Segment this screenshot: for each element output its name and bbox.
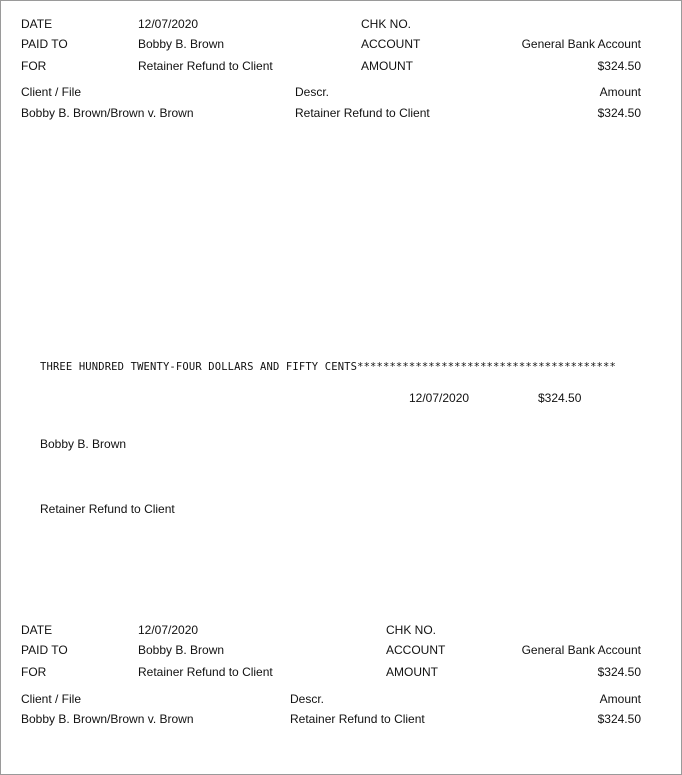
for-label: FOR — [21, 665, 47, 679]
date-label: DATE — [21, 17, 53, 31]
account-label: ACCOUNT — [361, 37, 421, 51]
account-value: General Bank Account — [521, 37, 641, 51]
column-header-amount: Amount — [599, 692, 641, 706]
paid-to-label: PAID TO — [21, 643, 68, 657]
column-header-client-file: Client / File — [21, 85, 82, 99]
date-label: DATE — [21, 623, 53, 637]
for-value: Retainer Refund to Client — [138, 59, 273, 73]
paid-to-value: Bobby B. Brown — [138, 37, 225, 51]
date-value: 12/07/2020 — [138, 623, 199, 637]
for-value: Retainer Refund to Client — [138, 665, 273, 679]
row-client-file: Bobby B. Brown/Brown v. Brown — [21, 106, 194, 120]
amount-label: AMOUNT — [361, 59, 413, 73]
column-header-descr: Descr. — [295, 85, 330, 99]
check-date: 12/07/2020 — [409, 391, 470, 405]
row-amount: $324.50 — [597, 712, 641, 726]
check-payee: Bobby B. Brown — [40, 437, 127, 451]
column-header-client-file: Client / File — [21, 692, 82, 706]
amount-value: $324.50 — [597, 665, 641, 679]
row-descr: Retainer Refund to Client — [290, 712, 425, 726]
check-amount: $324.50 — [538, 391, 582, 405]
for-label: FOR — [21, 59, 47, 73]
paid-to-value: Bobby B. Brown — [138, 643, 225, 657]
row-client-file: Bobby B. Brown/Brown v. Brown — [21, 712, 194, 726]
row-amount: $324.50 — [597, 106, 641, 120]
row-descr: Retainer Refund to Client — [295, 106, 430, 120]
column-header-amount: Amount — [599, 85, 641, 99]
paid-to-label: PAID TO — [21, 37, 68, 51]
date-value: 12/07/2020 — [138, 17, 199, 31]
amount-label: AMOUNT — [386, 665, 438, 679]
chk-no-label: CHK NO. — [361, 17, 412, 31]
account-value: General Bank Account — [521, 643, 641, 657]
chk-no-label: CHK NO. — [386, 623, 437, 637]
account-label: ACCOUNT — [386, 643, 446, 657]
column-header-descr: Descr. — [290, 692, 325, 706]
amount-in-words: THREE HUNDRED TWENTY-FOUR DOLLARS AND FIFTY CENTS**************************************** — [40, 361, 616, 373]
amount-value: $324.50 — [597, 59, 641, 73]
check-memo: Retainer Refund to Client — [40, 502, 175, 516]
